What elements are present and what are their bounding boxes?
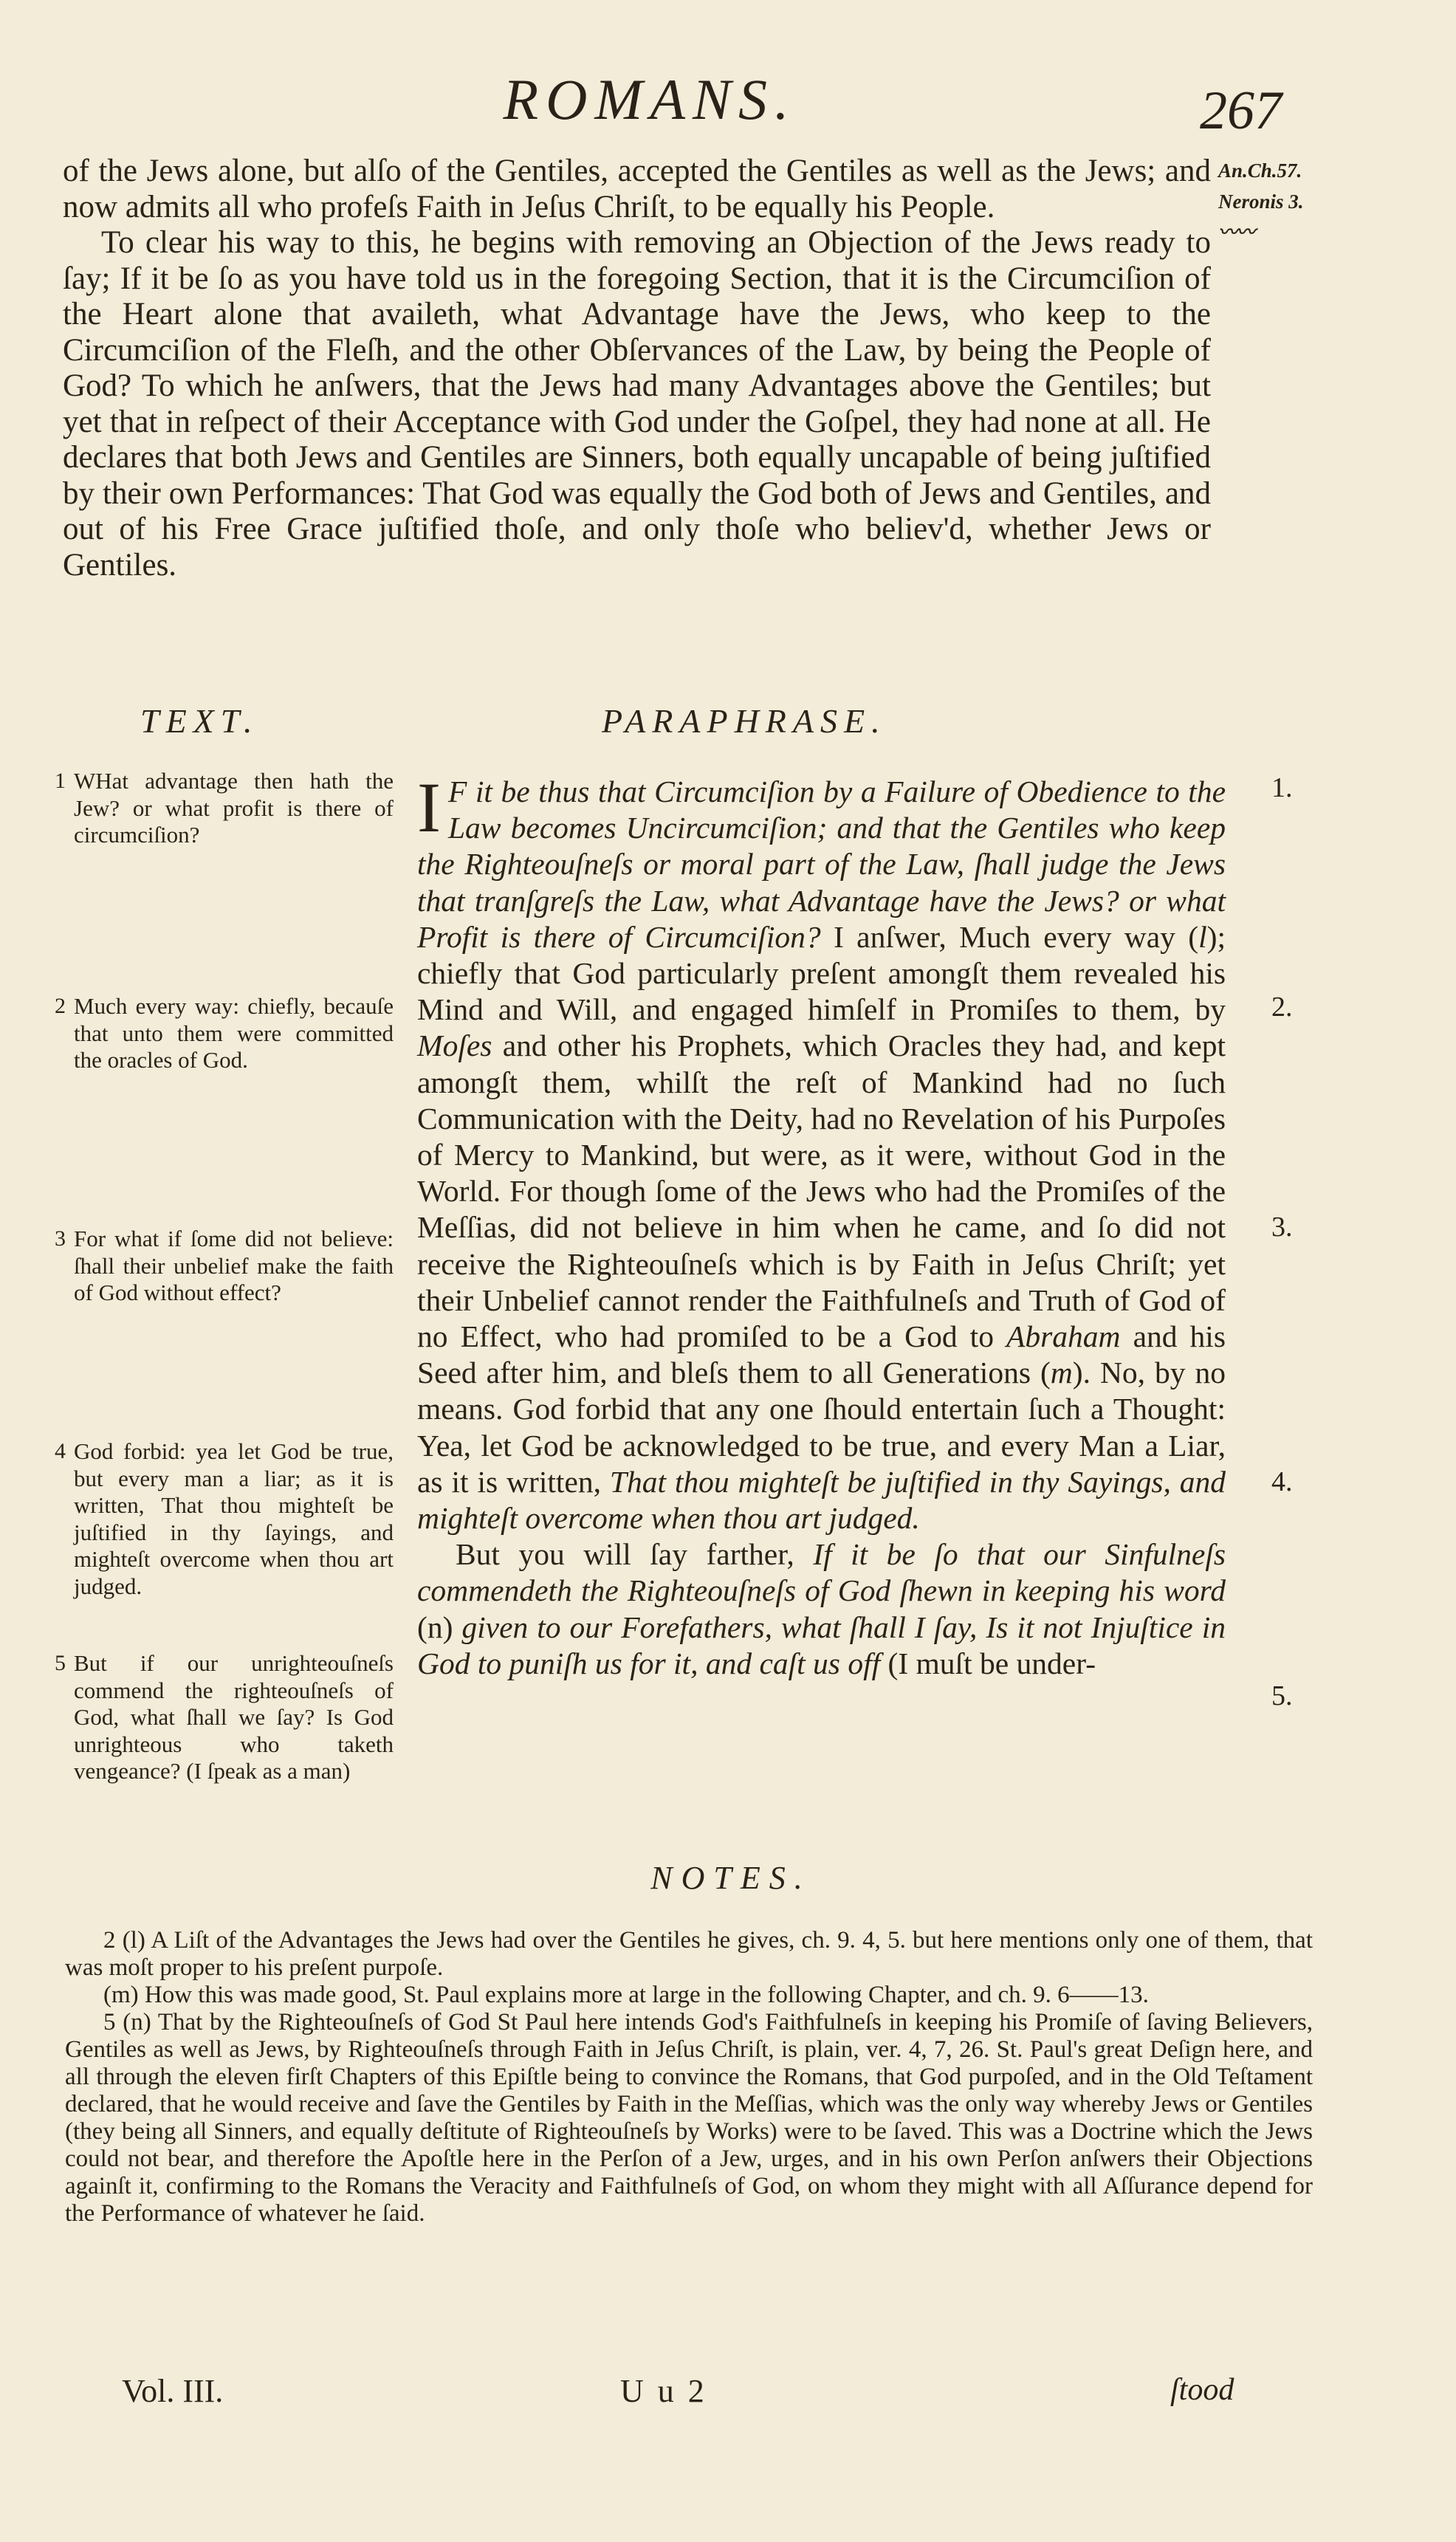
paraphrase-opening: F it be thus that Circumciſion by a Failure of Obedience to the Law becomes Uncircumciſion; and that the Gentiles who keep the Righteouſneſs or moral part of the Law, ſhall judge the Jews that tranſgreſs the Law, what Advantage have the Jews? or what Profit is there of Circumciſion? [417, 774, 1226, 954]
signature-mark: U u 2 [620, 2373, 707, 2409]
text-heading: TEXT. [140, 702, 259, 740]
margin-date-reign: Neronis 3. [1218, 190, 1304, 213]
paraphrase-text: I anſwer, Much every way ( [820, 919, 1199, 954]
page-number: 267 [1200, 80, 1282, 141]
paraphrase-text: (I muſt be under- [880, 1646, 1096, 1680]
margin-date [1218, 155, 1329, 244]
paraphrase-heading: PARAPHRASE. [602, 702, 887, 740]
text-verse-number: 2 [55, 994, 66, 1018]
note-reference-m: m [1050, 1356, 1073, 1390]
note-reference-n: (n) [417, 1610, 462, 1644]
text-verse-body: But if our unrighteouſneſs commend the righteouſneſs of God, what ſhall we ſay? Is God unrighteous who taketh vengeance? (I ſpeak as a man) [74, 1650, 394, 1784]
text-verse-body: WHat advantage then hath the Jew? or what profit is there of circumciſion? [74, 768, 394, 848]
note-reference-l: l [1198, 919, 1207, 954]
ornament-icon: 〰〰 [1218, 221, 1254, 243]
paraphrase-quote: given to our Forefathers, what ſhall I ſay, Is it not Injuſtice in God to puniſh us for it, and caſt us off [417, 1610, 1226, 1680]
paraphrase-name: Moſes [417, 1028, 492, 1063]
catchword: ſtood [1170, 2373, 1234, 2407]
paraphrase-name: Abraham [1006, 1319, 1121, 1354]
text-verse-5 [55, 1650, 394, 1785]
text-verse-number: 3 [55, 1226, 66, 1251]
note-l: 2 (l) A Liſt of the Advantages the Jews had over the Gentiles he gives, ch. 9. 4, 5. but here mentions only one of them, that was moſt proper to his preſent purpoſe. [65, 1927, 1313, 1981]
note-n: 5 (n) That by the Righteouſneſs of God St Paul here intends God's Faithfulneſs in keeping his Promiſe of ſaving Believers, Gentiles as well as Jews, by Righteouſneſs through Faith in Jeſus Chriſt, is plain, ver. 4, 7, 26. St. Paul's great Deſign here, and all through the eleven firſt Chapters of this Epiſtle being to convince the Romans, that God purpoſed, and in the Old Teſtament declared, that he would receive and ſave the Gentiles by Faith in the Meſſias, which was the only way whereby Jews or Gentiles (they being all Sinners, and equally deſtitute of Righteouſneſs by Works) were to be ſaved. This was a Doctrine which the Jews could not bear, and therefore the Apoſtle here in the Perſon of a Jew, urges, and in his own Perſon anſwers their Objections againſt it, confirming to the Romans the Veracity and Faithfulneſs of God, on whom they might with all Aſſurance depend for the Performance of whatever he ſaid. [65, 2009, 1313, 2227]
margin-date-year: An.Ch.57. [1218, 159, 1302, 182]
text-verse-4 [55, 1438, 394, 1600]
verse-marker-5: 5. [1271, 1680, 1293, 1711]
note-m: (m) How this was made good, St. Paul explains more at large in the following Chapter, and ch. 9. 6——13. [103, 1982, 1149, 2008]
text-verse-number: 5 [55, 1651, 66, 1675]
paraphrase-quote: If it be ſo that our Sinfulneſs commendeth the Righteouſneſs of God ſhewn in keeping his word [417, 1537, 1226, 1608]
notes-section [65, 1927, 1313, 2227]
introduction [63, 154, 1211, 583]
intro-paragraph-2: To clear his way to this, he begins with removing an Objection of the Jews ready to ſay; If it be ſo as you have told us in the foregoing Section, that it is the Circumciſion of the Heart alone that availeth, what Advantage have the Jews, who keep to the Circumciſion of the Fleſh, and the other Obſervances of the Law, by being the People of God? To which he anſwers, that the Jews had many Advantages above the Gentiles; but yet that in reſpect of their Acceptance with God under the Goſpel, they had none at all. He declares that both Jews and Gentiles are Sinners, both equally uncapable of being juſtified by their own Performances: That God was equally the God both of Jews and Gentiles, and out of his Free Grace juſtified thoſe, and only thoſe who believ'd, whether Jews or Gentiles. [63, 225, 1211, 583]
volume-label: Vol. III. [122, 2373, 224, 2409]
drop-cap: I [417, 768, 441, 847]
paraphrase-body [417, 768, 1226, 1682]
running-title: ROMANS. [503, 67, 797, 131]
text-verse-body: Much every way: chiefly, becauſe that unto them were committed the oracles of God. [74, 993, 394, 1073]
text-verse-3 [55, 1226, 394, 1307]
text-verse-body: For what if ſome did not believe: ſhall their unbelief make the faith of God without effect? [74, 1226, 394, 1305]
verse-marker-4: 4. [1271, 1466, 1293, 1497]
verse-marker-2: 2. [1271, 992, 1293, 1023]
verse-marker-3: 3. [1271, 1212, 1293, 1243]
text-verse-body: God forbid: yea let God be true, but every man a liar; as it is written, That thou mighteſt be juſtified in thy ſayings, and mighteſt overcome when thou art judged. [74, 1438, 394, 1599]
notes-heading: NOTES. [650, 1860, 811, 1896]
paraphrase-text: and other his Prophets, which Oracles they had, and kept amongſt them, whilſt the reſt of Mankind had no ſuch Communication with the Deity, had no Revelation of his Purpoſes of Mercy to Mankind, but were, as it were, without God in the World. For though ſome of the Jews who had the Promiſes of the Meſſias, did not believe in him when he came, and ſo did not receive the Righteouſneſs which is by Faith in Jeſus Chriſt; yet their Unbelief cannot render the Faithfulneſs and Truth of God of no Effect, who had promiſed to be a God to [417, 1028, 1226, 1354]
text-verse-number: 4 [55, 1439, 66, 1463]
text-verse-1 [55, 768, 394, 849]
paraphrase-text: But you will ſay farther, [456, 1537, 814, 1572]
paraphrase-text: ). No, by no means. God forbid that any one ſhould entertain ſuch a Thought: Yea, let God be acknowledged to be true, and every Man a Liar, as it is written, [417, 1356, 1226, 1499]
paraphrase-text: ); chiefly that God particularly preſent amongſt them revealed his Mind and Will, and engaged himſelf in Promiſes to them, by [417, 919, 1226, 1027]
verse-marker-1: 1. [1271, 772, 1293, 803]
paraphrase-quote: That thou mighteſt be juſtified in thy Sayings, and mighteſt overcome when thou art judged. [417, 1464, 1226, 1536]
text-verse-number: 1 [55, 769, 66, 793]
intro-paragraph-1: of the Jews alone, but alſo of the Gentiles, accepted the Gentiles as well as the Jews; and now admits all who profeſs Faith in Jeſus Chriſt, to be equally his People. [63, 154, 1211, 224]
text-verse-2 [55, 993, 394, 1074]
paraphrase-text: and his Seed after him, and bleſs them to all Generations ( [417, 1319, 1226, 1390]
